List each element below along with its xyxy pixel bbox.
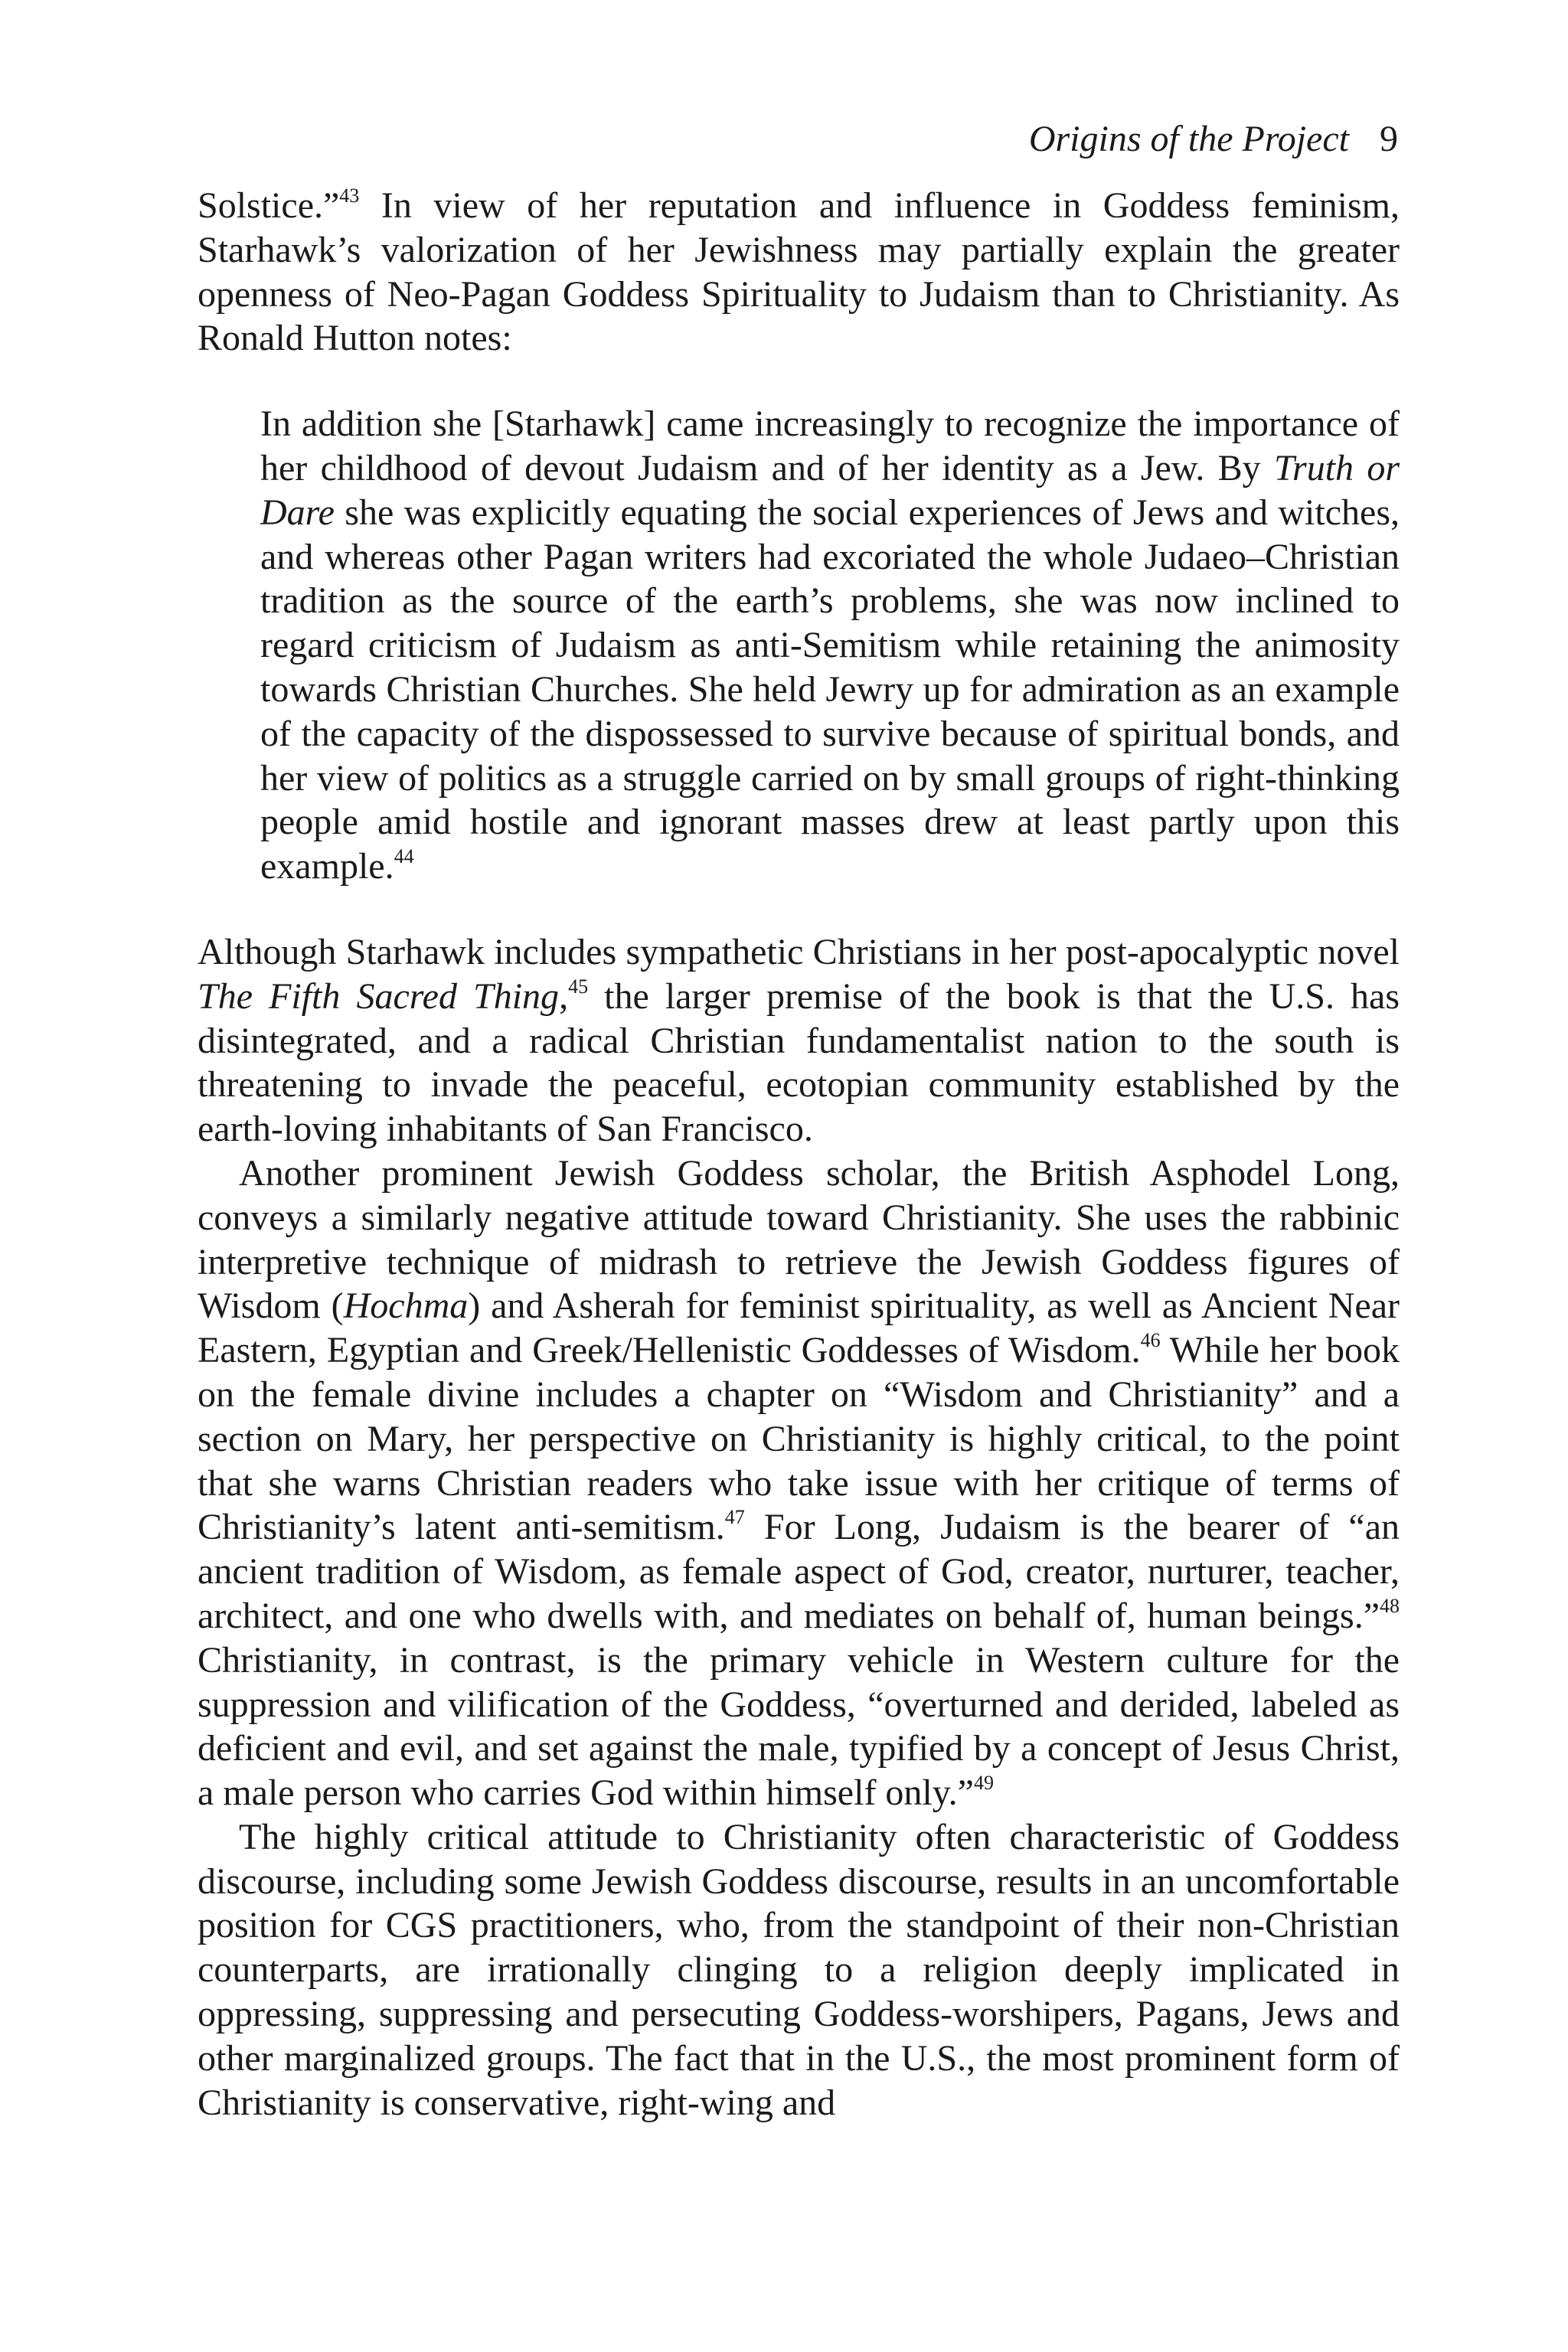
text-run: the larger premise of the book is that the U.S. has disintegrated, and a radical Christian fundamentalist nation to the south is threatening to invade the peaceful, ecotopian community established by the earth-loving inhabitants of San Francisco.: [198, 975, 1400, 1150]
text-run: Although Starhawk includes sympathetic Christians in her post-apocalyptic novel: [198, 931, 1400, 972]
running-head: [1029, 116, 1398, 162]
italic-title: The Fifth Sacred Thing: [198, 975, 560, 1017]
text-run: ,: [559, 975, 569, 1017]
text-run: While her book on the female divine includes a chapter on “Wisdom and Christianity” and a section on Mary, her perspective on Christianity is highly critical, to the point that she warns Christian readers who take issue with her critique of terms of Christianity’s latent anti-semitism.: [198, 1330, 1400, 1548]
paragraph: [198, 1152, 1400, 1815]
italic-title: Truth or Dare: [260, 447, 1400, 533]
text-run: Christianity, in contrast, is the primary vehicle in Western culture for the suppression and vilification of the Goddess, “overturned and derided, labeled as deficient and evil, and set against the male, typified by a concept of Jesus Christ, a male person who carries God within himself only.”: [198, 1639, 1400, 1814]
footnote-ref: 48: [1380, 1594, 1400, 1617]
footnote-ref: 45: [568, 975, 589, 998]
text-run: The highly critical attitude to Christianity often characteristic of Goddess discourse, including some Jewish Goddess discourse, results in an uncomfortable position for CGS practitioners, who, from the standpoint of their non-Christian counterparts, are irrationally clinging to a religion deeply implicated in oppressing, suppressing and persecuting Goddess-worshipers, Pagans, Jews and other marginalized groups. The fact that in the U.S., the most prominent form of Christianity is conservative, right-wing and: [198, 1816, 1400, 2123]
body-text: [198, 184, 1400, 2125]
text-run: For Long, Judaism is the bearer of “an ancient tradition of Wisdom, as female aspect of God, creator, nurturer, teacher, architect, and one who dwells with, and mediates on behalf of, human beings.”: [198, 1507, 1400, 1636]
text-run: In view of her reputation and influence in Goddess feminism, Starhawk’s valorization of her Jewishness may partially explain the greater openness of Neo-Pagan Goddess Spirituality to Judaism than to Christianity. As Ronald Hutton notes:: [198, 185, 1400, 359]
footnote-ref: 49: [973, 1772, 994, 1795]
paragraph: [198, 1815, 1400, 2125]
text-run: In addition she [Starhawk] came increasingly to recognize the importance of her childhood of devout Judaism and of her identity as a Jew. By: [260, 403, 1400, 488]
block-quote: [260, 402, 1400, 889]
text-run: Solstice.”: [198, 185, 340, 226]
text-run: ) and Asherah for feminist spirituality, as well as Ancient Near Eastern, Egyptian and Greek/Hellenistic Goddesses of Wisdom.: [198, 1285, 1400, 1371]
paragraph-continuation: [198, 184, 1400, 361]
footnote-ref: 44: [394, 845, 414, 868]
footnote-ref: 47: [724, 1506, 745, 1529]
page-number: 9: [1380, 119, 1398, 159]
running-head-title: Origins of the Project: [1028, 119, 1349, 159]
footnote-ref: 46: [1140, 1329, 1161, 1352]
text-run: Another prominent Jewish Goddess scholar, the British Asphodel Long, conveys a similarly negative attitude toward Christianity. She uses the rabbinic interpretive technique of midrash to retrieve the Jewish Goddess figures of Wisdom (: [198, 1152, 1400, 1327]
paragraph-noindent: [198, 930, 1400, 1152]
footnote-ref: 43: [339, 185, 360, 207]
text-run: she was explicitly equating the social experiences of Jews and witches, and whereas other Pagan writers had excoriated the whole Judaeo–Christian tradition as the source of the earth’s problems, she was now inclined to regard criticism of Judaism as anti-Semitism while retaining the animosity towards Christian Churches. She held Jewry up for admiration as an example of the capacity of the dispossessed to survive because of spiritual bonds, and her view of politics as a struggle carried on by small groups of right-thinking people amid hostile and ignorant masses drew at least partly upon this example.: [260, 492, 1400, 887]
italic-title: Hochma: [343, 1285, 469, 1327]
